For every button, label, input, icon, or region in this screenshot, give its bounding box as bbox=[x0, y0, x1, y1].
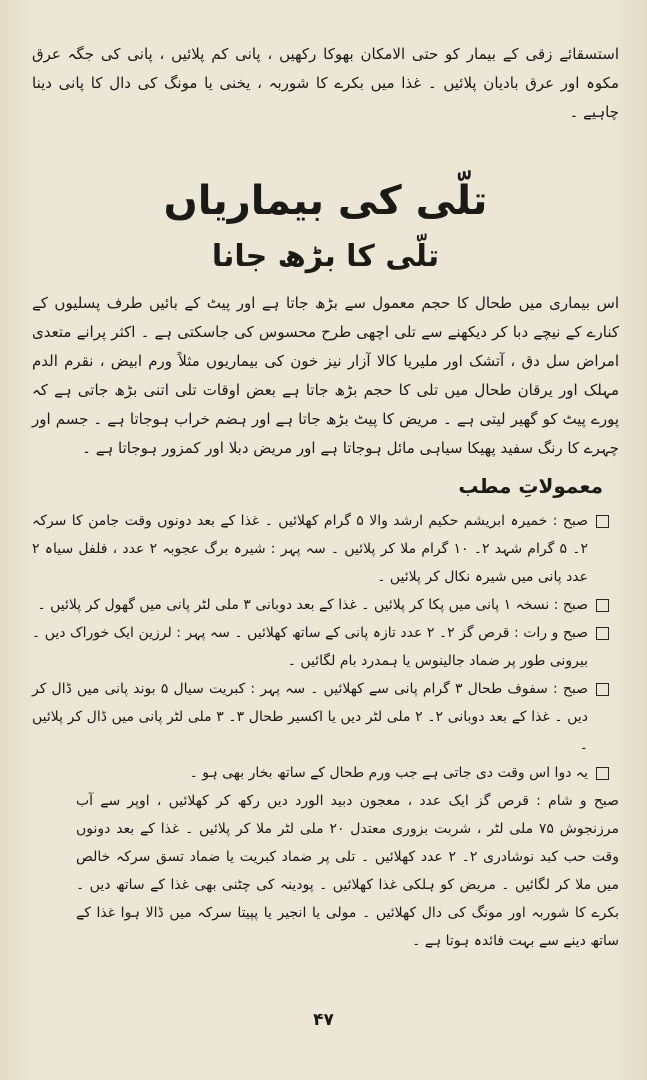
prescription-item bbox=[32, 591, 619, 619]
checkbox-icon bbox=[596, 683, 609, 696]
prescription-text: صبح : خمیرہ ابریشم حکیم ارشد والا ۵ گرام کھلائیں ۔ غذا کے بعد دونوں وقت جامن کا سرکہ ۲۔ ۵ گرام شہد ۲۔ ۱۰ گرام ملا کر پلائیں ۔ سہ پہر : شیرہ برگ عجوبہ ۲ عدد ، فلفل سیاہ ۲ عدد پانی میں شیرہ نکال کر پلائیں ۔ bbox=[32, 513, 588, 585]
checkbox-icon bbox=[596, 627, 609, 640]
prescription-list bbox=[32, 507, 619, 787]
checkbox-icon bbox=[596, 515, 609, 528]
closing-paragraph: صبح و شام : قرص گز ایک عدد ، معجون دبید الورد دیں رکھ کر کھلائیں ، اوپر سے آب مرزنجوش ۷۵ ملی لٹر ، شربت بزوری معتدل ۲۰ ملی لٹر ملا کر پلائیں ۔ غذا کے بعد دونوں وقت حب کبد نوشادری ۲۔ ۲ عدد کھلائیں ۔ تلی پر ضماد کبریت یا ضماد تسق سرکہ خالص میں ملا کر لگائیں ۔ مریض کو ہلکی غذا کھلائیں ۔ پودینہ کی چٹنی بھی غذا کے ساتھ دیں ۔ بکرے کا شوربہ اور مونگ کی دال کھلائیں ۔ مولی یا انجیر یا پپیتا سرکہ میں ڈالا ہوا غذا کے ساتھ دینے سے بہت فائدہ ہوتا ہے ۔ bbox=[76, 793, 620, 949]
prescription-text: صبح : نسخہ ۱ پانی میں پکا کر پلائیں ۔ غذا کے بعد دوبانی ۳ ملی لٹر پانی میں گھول کر پلائیں ۔ bbox=[37, 597, 588, 613]
checkbox-icon bbox=[596, 599, 609, 612]
section-title: تلّی کا بڑھ جانا bbox=[211, 239, 440, 274]
page-number: ۴۷ bbox=[313, 1010, 334, 1030]
prescription-item bbox=[32, 507, 619, 591]
chapter-title: تلّی کی بیماریاں bbox=[163, 178, 488, 224]
prescription-item bbox=[32, 619, 619, 675]
prescription-item bbox=[32, 675, 619, 759]
prescriptions-heading: معمولاتِ مطب bbox=[458, 474, 603, 498]
prescription-item bbox=[32, 759, 619, 787]
prescription-text: یہ دوا اس وقت دی جاتی ہے جب ورم طحال کے ساتھ بخار بھی ہو ۔ bbox=[189, 765, 588, 781]
intro-paragraph: استسقائے زقی کے بیمار کو حتی الامکان بھوکا رکھیں ، پانی کم پلائیں ، پانی کی جگہ عرق مکوہ اور عرق بادیان پلائیں ۔ غذا میں بکرے کا شوربہ ، یخنی یا مونگ کی دال کا پانی دینا چاہیے ۔ bbox=[32, 45, 619, 121]
prescription-text: صبح : سفوف طحال ۳ گرام پانی سے کھلائیں ۔ سہ پہر : کبریت سیال ۵ بوند پانی میں ڈال کر دیں ۔ غذا کے بعد دوبانی ۲۔ ۲ ملی لٹر دیں یا اکسیر طحال ۳۔ ۳ ملی لٹر پانی میں ڈال کر پلائیں ۔ bbox=[32, 681, 589, 753]
checkbox-icon bbox=[596, 767, 609, 780]
body-paragraph: اس بیماری میں طحال کا حجم معمول سے بڑھ جاتا ہے اور پیٹ کے بائیں طرف پسلیوں کے کنارے کے نیچے دبا کر دیکھنے سے تلی اچھی طرح محسوس کی جاسکتی ہے ۔ اکثر پرانے متعدی امراض سل دق ، آتشک اور ملیریا کالا آزار نیز خون کی بیماریوں مثلاً ورم ابیض ، نقرم الدم مہلک اور یرقان طحال میں تلی کا حجم بڑھ جاتا ہے بعض اوقات تلی اتنی بڑھ جاتی ہے کہ پورے پیٹ کو گھیر لیتی ہے ۔ مریض کا پیٹ بڑھ جاتا ہے اور ہضم خراب ہوجاتا ہے ۔ جسم اور چہرے کا رنگ سفید پھیکا سیاہی مائل ہوجاتا ہے اور مریض دبلا اور کمزور ہوجاتا ہے ۔ bbox=[32, 294, 619, 457]
prescription-text: صبح و رات : قرص گز ۲۔ ۲ عدد تازہ پانی کے ساتھ کھلائیں ۔ سہ پہر : لرزین ایک خوراک دیں ۔ بیرونی طور پر ضماد جالینوس یا ہمدرد بام لگائیں ۔ bbox=[32, 625, 589, 669]
